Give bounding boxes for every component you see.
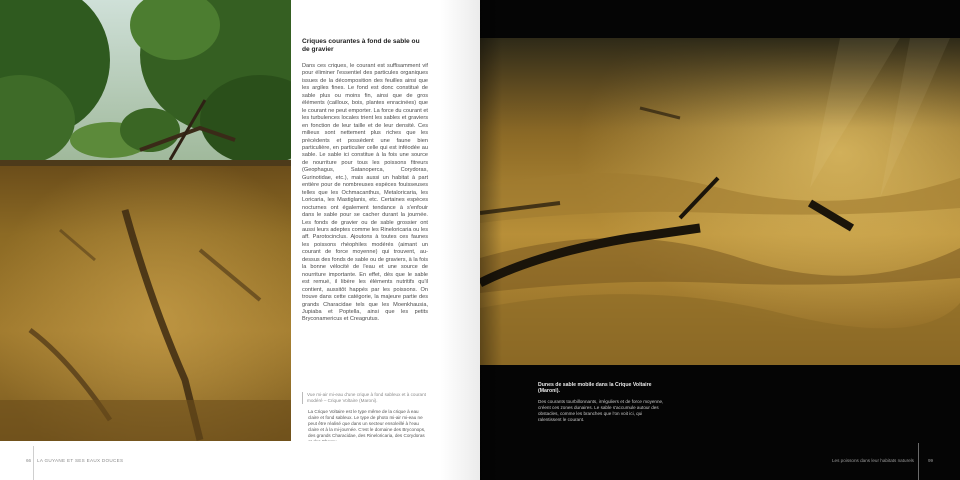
article-paragraph: Dans ces criques, le courant est suffisamment vif pour éliminer l'essentiel des particules organiques issues de la décomposition des feuilles ainsi que les argiles fines. Le fond est donc constitué de sable plus ou moins fin, ainsi que de gros éléments (cailloux, bois, plantes enracinées) que le courant ne peut emporter. La force du courant et les turbulences locales trient les sables et graviers en fonction de leur taille et de leur densité. Ces milieux sont nettement plus riches que les précédents et possèdent une faune bien particulière, en particulier celle qui est inféodée au sable. Le sable ici constitue à la fois une source de nourriture pour tous les poissons fitreurs (Geophagus, Satanoperca, Corydoras, Gurinotidae, etc.), mais aussi un habitat à part entière pour de nombreuses espèces fouisseuses telles que les Ochmacanthus, Metaloricaria, les Loricaria, les Mastiglanis, etc. Certaines espèces nocturnes ont également tendance à s'enfouir dans le sable pour se cacher durant la journée. Les fonds de gravier ou de sable grossier ont aussi leurs adeptes comme les Rineloricaria ou les aff. Parotocinclus. Ajoutons à toutes ces faunes les poissons rhéophiles modérés (aimant un courant de force moyenne) qui trouvent, au-dessus des fonds de sable ou de graviers, à la fois la bonne vélocité de l'eau et une source de nourriture importante. En effet, dès que le sable est remué, il libère les éléments nutritifs qu'il contient, aussitôt happés par les poissons. On trouve dans cette catégorie, la majeure partie des grands Characidae tels que les Moenkhausia, Jupiaba et Poptella, ainsi que les petits Bryconamericus et Creagrutus. [302,63,428,323]
article-column [302,38,428,324]
right-photo-caption [538,382,666,423]
photo-caption-title: Vue mi-air mi-eau d'une crique à fond sableux et à courant modéré – Crique Voltaire (Maroni). [302,392,428,404]
right-page [480,0,960,480]
page-number-left: 66 [26,458,32,463]
photo-caption-body: La Crique Voltaire est le type même de la crique à eau claire et fond sableux. Le type de photo mi-air mi-eau ne peut être réalisé que dans un secteur ensoleillé à l'eau claire et à la mi-journée. C'est le domaine des Bryconops, des grands Characidae, des Rineloricaria, des Corydoras [308,409,426,438]
article-body [302,63,428,324]
photo-caption-box [302,392,428,444]
footer-divider [33,446,34,480]
split-level-river-photo [0,0,291,441]
running-head-left: LA GUYANE ET SES EAUX DOUCES [37,458,124,463]
running-head-right: Les poissons dans leur habitats naturels [832,458,914,463]
right-caption-body: Des courants tourbillonnants, irréguliers et de force moyenne, créent ces zones dunaires. Le sable s'accumule autour des obstacles, comme les branches que l'on voit ici, qui ralentissent le courant. [538,398,664,422]
sand-dunes-photo [480,38,960,365]
footer-divider-right [918,443,919,480]
section-heading: Criques courantes à fond de sable ou de gravier [302,38,420,53]
page-number-right: 99 [928,458,934,463]
sand-dunes-graphic [480,38,960,365]
right-caption-title: Dunes de sable mobile dans la Crique Voltaire (Maroni). [538,382,652,395]
river-photo-graphic [0,0,291,441]
gutter-shadow-right [480,0,502,480]
gutter-shadow [440,0,480,480]
